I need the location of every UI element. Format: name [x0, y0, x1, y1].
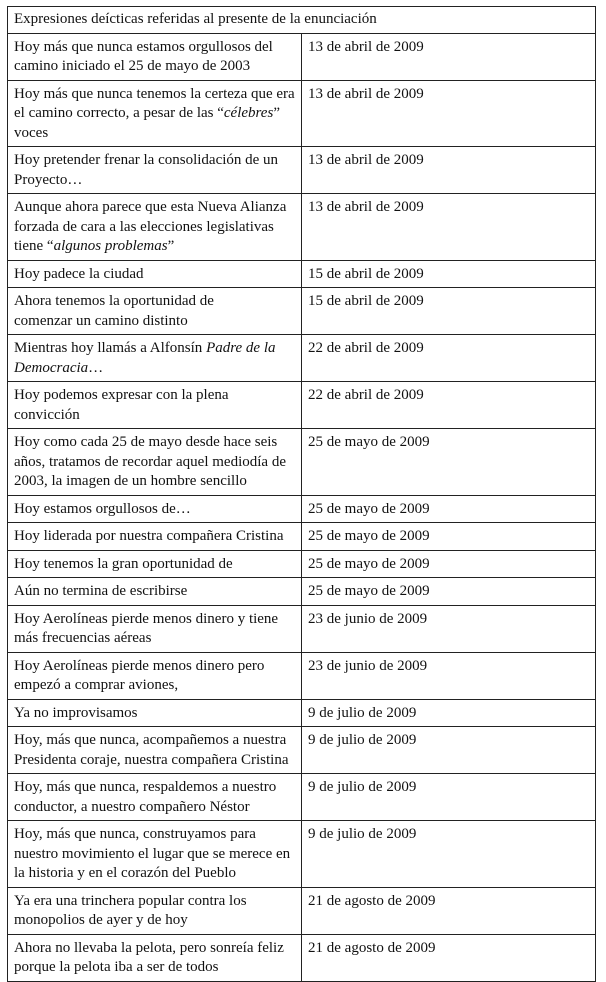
table-row	[8, 382, 596, 429]
expression-cell: Aún no termina de escribirse	[8, 578, 302, 606]
expression-cell: Hoy más que nunca estamos orgullosos del camino iniciado el 25 de mayo de 2003	[8, 33, 302, 80]
date-cell: 13 de abril de 2009	[302, 194, 596, 261]
date-cell: 25 de mayo de 2009	[302, 578, 596, 606]
table-row	[8, 495, 596, 523]
expression-cell: Hoy como cada 25 de mayo desde hace seis años, tratamos de recordar aquel mediodía de 2003, la imagen de un hombre sencillo	[8, 429, 302, 496]
date-cell: 21 de agosto de 2009	[302, 887, 596, 934]
document-page	[7, 6, 596, 982]
expression-cell: Mientras hoy llamás a Alfonsín Padre de la Democracia…	[8, 335, 302, 382]
expression-cell: Ahora tenemos la oportunidad de comenzar un camino distinto	[8, 288, 302, 335]
table-row	[8, 147, 596, 194]
table-row	[8, 887, 596, 934]
table-row	[8, 194, 596, 261]
table-row	[8, 33, 596, 80]
date-cell: 13 de abril de 2009	[302, 147, 596, 194]
expression-cell: Hoy, más que nunca, construyamos para nuestro movimiento el lugar que se merece en la historia y en el corazón del Pueblo	[8, 821, 302, 888]
date-cell: 25 de mayo de 2009	[302, 495, 596, 523]
table-row	[8, 80, 596, 147]
expression-cell: Hoy, más que nunca, acompañemos a nuestra Presidenta coraje, nuestra compañera Cristina	[8, 727, 302, 774]
date-cell: 13 de abril de 2009	[302, 33, 596, 80]
date-cell: 25 de mayo de 2009	[302, 523, 596, 551]
table-header: Expresiones deícticas referidas al presente de la enunciación	[8, 7, 596, 34]
date-cell: 22 de abril de 2009	[302, 335, 596, 382]
expression-cell: Aunque ahora parece que esta Nueva Alianza forzada de cara a las elecciones legislativas tiene “algunos problemas”	[8, 194, 302, 261]
expression-cell: Hoy pretender frenar la consolidación de un Proyecto…	[8, 147, 302, 194]
table-body	[8, 33, 596, 981]
date-cell: 13 de abril de 2009	[302, 80, 596, 147]
deictic-expressions-table	[7, 6, 596, 982]
expression-cell: Hoy Aerolíneas pierde menos dinero pero empezó a comprar aviones,	[8, 652, 302, 699]
expression-cell: Hoy tenemos la gran oportunidad de	[8, 550, 302, 578]
date-cell: 15 de abril de 2009	[302, 288, 596, 335]
date-cell: 9 de julio de 2009	[302, 727, 596, 774]
expression-cell: Hoy Aerolíneas pierde menos dinero y tiene más frecuencias aéreas	[8, 605, 302, 652]
expression-cell: Hoy estamos orgullosos de…	[8, 495, 302, 523]
table-row	[8, 578, 596, 606]
table-row	[8, 605, 596, 652]
table-row	[8, 260, 596, 288]
date-cell: 25 de mayo de 2009	[302, 429, 596, 496]
expression-cell: Ya no improvisamos	[8, 699, 302, 727]
expression-cell: Hoy podemos expresar con la plena convicción	[8, 382, 302, 429]
table-row	[8, 774, 596, 821]
date-cell: 9 de julio de 2009	[302, 821, 596, 888]
date-cell: 23 de junio de 2009	[302, 652, 596, 699]
date-cell: 23 de junio de 2009	[302, 605, 596, 652]
date-cell: 25 de mayo de 2009	[302, 550, 596, 578]
table-row	[8, 288, 596, 335]
table-row	[8, 699, 596, 727]
expression-cell: Ahora no llevaba la pelota, pero sonreía feliz porque la pelota iba a ser de todos	[8, 934, 302, 981]
date-cell: 9 de julio de 2009	[302, 774, 596, 821]
date-cell: 9 de julio de 2009	[302, 699, 596, 727]
date-cell: 22 de abril de 2009	[302, 382, 596, 429]
table-row	[8, 429, 596, 496]
table-row	[8, 335, 596, 382]
date-cell: 15 de abril de 2009	[302, 260, 596, 288]
expression-cell: Hoy padece la ciudad	[8, 260, 302, 288]
table-row	[8, 523, 596, 551]
expression-cell: Hoy liderada por nuestra compañera Cristina	[8, 523, 302, 551]
table-row	[8, 934, 596, 981]
table-row	[8, 550, 596, 578]
expression-cell: Hoy, más que nunca, respaldemos a nuestro conductor, a nuestro compañero Néstor	[8, 774, 302, 821]
table-row	[8, 821, 596, 888]
table-header-row	[8, 7, 596, 34]
date-cell: 21 de agosto de 2009	[302, 934, 596, 981]
table-row	[8, 727, 596, 774]
expression-cell: Ya era una trinchera popular contra los monopolios de ayer y de hoy	[8, 887, 302, 934]
table-row	[8, 652, 596, 699]
expression-cell: Hoy más que nunca tenemos la certeza que era el camino correcto, a pesar de las “célebres” voces	[8, 80, 302, 147]
